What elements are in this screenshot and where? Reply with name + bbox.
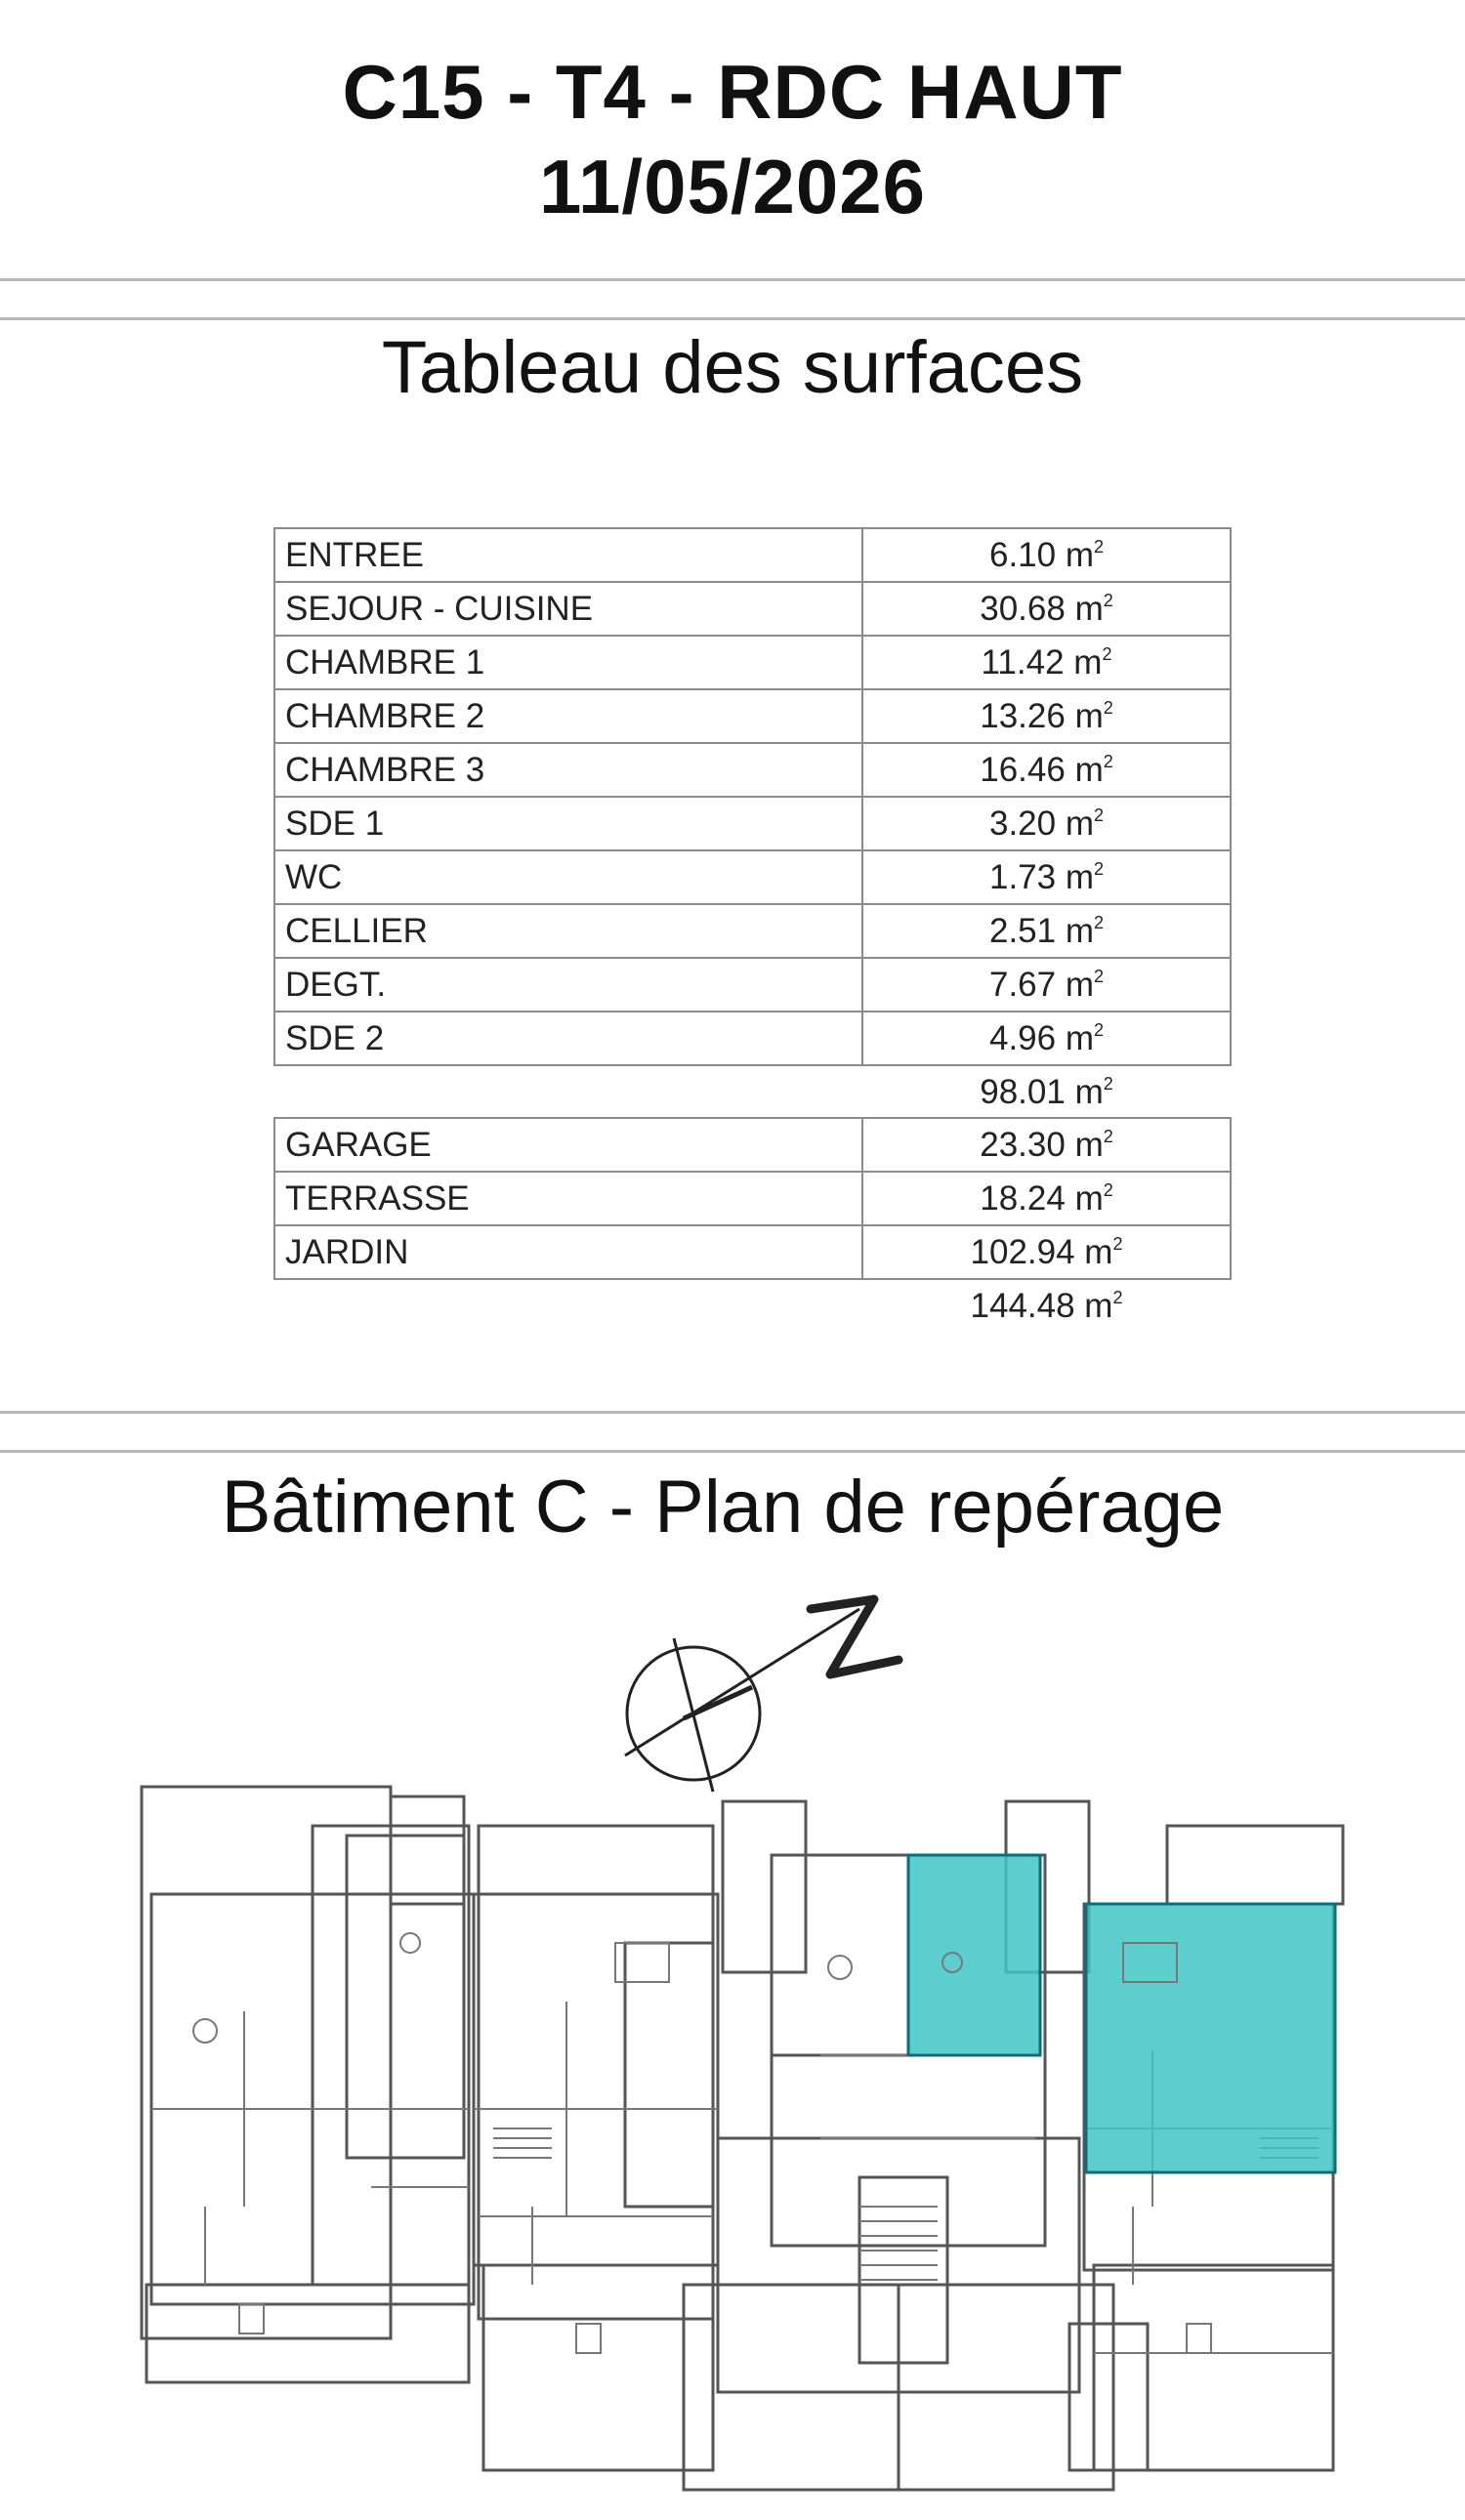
area-unit: m	[1056, 804, 1094, 843]
area-unit-exponent: 2	[1094, 912, 1105, 932]
room-area	[862, 850, 1231, 904]
total-spacer	[274, 1065, 862, 1118]
site-plan	[0, 1582, 1465, 2519]
table-row	[274, 958, 1231, 1012]
room-name: GARAGE	[274, 1118, 862, 1172]
rooms-table	[273, 527, 1232, 1118]
area-unit: m	[1064, 642, 1103, 682]
area-unit: m	[1065, 750, 1104, 789]
table-row	[274, 1012, 1231, 1065]
area-unit-exponent: 2	[1094, 858, 1105, 879]
room-area	[862, 528, 1231, 582]
area-value: 18.24	[980, 1178, 1066, 1218]
area-unit: m	[1074, 1232, 1113, 1271]
area-unit-exponent: 2	[1103, 1179, 1113, 1200]
area-unit-exponent: 2	[1094, 1019, 1105, 1040]
table-row	[274, 1118, 1231, 1172]
area-unit: m	[1074, 1286, 1113, 1325]
table-row	[274, 636, 1231, 689]
lot-title: C15 - T4 - RDC HAUT	[342, 49, 1123, 135]
area-unit-exponent: 2	[1094, 805, 1105, 825]
area-unit: m	[1065, 1072, 1104, 1111]
area-unit-exponent: 2	[1103, 590, 1113, 610]
table-row	[274, 797, 1231, 850]
area-unit-exponent: 2	[1112, 1287, 1123, 1307]
room-area	[862, 743, 1231, 797]
area-unit-exponent: 2	[1094, 966, 1105, 986]
area-value: 3.20	[988, 804, 1057, 843]
area-value: 30.68	[980, 589, 1066, 628]
divider	[0, 1450, 1465, 1453]
total-value: 144.48	[970, 1286, 1075, 1325]
area-unit-exponent: 2	[1102, 643, 1112, 664]
room-name: SDE 1	[274, 797, 862, 850]
area-unit-exponent: 2	[1103, 1073, 1113, 1094]
lot-date: 11/05/2026	[538, 144, 927, 229]
room-area	[862, 636, 1231, 689]
area-unit: m	[1065, 696, 1104, 735]
room-area	[862, 1225, 1231, 1279]
room-name: SDE 2	[274, 1012, 862, 1065]
area-unit-exponent: 2	[1103, 751, 1113, 771]
area-value: 6.10	[988, 535, 1057, 574]
room-name: CHAMBRE 2	[274, 689, 862, 743]
plan-heading: Bâtiment C - Plan de repérage	[221, 1466, 1225, 1549]
room-name: ENTREE	[274, 528, 862, 582]
total-row	[274, 1065, 1231, 1118]
total-row	[274, 1279, 1231, 1332]
room-name: DEGT.	[274, 958, 862, 1012]
highlighted-lot	[908, 1855, 1335, 2172]
area-unit-exponent: 2	[1103, 1126, 1113, 1146]
room-area	[862, 1012, 1231, 1065]
area-value: 7.67	[988, 965, 1057, 1004]
room-area	[862, 958, 1231, 1012]
area-unit-exponent: 2	[1112, 1233, 1123, 1254]
room-area	[862, 689, 1231, 743]
area-unit: m	[1056, 965, 1094, 1004]
compass-icon	[625, 1609, 859, 1792]
table-row	[274, 689, 1231, 743]
table-row	[274, 904, 1231, 958]
room-area	[862, 1118, 1231, 1172]
area-unit: m	[1056, 535, 1094, 574]
total-area	[862, 1279, 1231, 1332]
room-name: CHAMBRE 3	[274, 743, 862, 797]
area-value: 4.96	[988, 1018, 1057, 1057]
area-value: 16.46	[980, 750, 1066, 789]
area-unit: m	[1065, 1125, 1104, 1164]
total-value: 98.01	[980, 1072, 1066, 1111]
table-row	[274, 1225, 1231, 1279]
room-area	[862, 582, 1231, 636]
area-value: 1.73	[988, 857, 1057, 896]
table-row	[274, 743, 1231, 797]
surfaces-heading: Tableau des surfaces	[381, 326, 1084, 409]
total-area	[862, 1065, 1231, 1118]
room-area	[862, 904, 1231, 958]
room-name: SEJOUR - CUISINE	[274, 582, 862, 636]
area-unit: m	[1056, 911, 1094, 950]
room-name: JARDIN	[274, 1225, 862, 1279]
table-row	[274, 582, 1231, 636]
room-name: WC	[274, 850, 862, 904]
area-unit-exponent: 2	[1103, 697, 1113, 718]
room-area	[862, 1172, 1231, 1225]
area-value: 11.42	[981, 642, 1065, 682]
area-unit: m	[1065, 589, 1104, 628]
total-spacer	[274, 1279, 862, 1332]
divider	[0, 278, 1465, 281]
area-unit-exponent: 2	[1094, 536, 1105, 557]
area-unit: m	[1065, 1178, 1104, 1218]
area-unit: m	[1056, 1018, 1094, 1057]
area-value: 13.26	[980, 696, 1066, 735]
table-row	[274, 850, 1231, 904]
room-name: TERRASSE	[274, 1172, 862, 1225]
divider	[0, 1411, 1465, 1414]
room-name: CELLIER	[274, 904, 862, 958]
area-unit: m	[1056, 857, 1094, 896]
room-area	[862, 797, 1231, 850]
table-row	[274, 528, 1231, 582]
divider	[0, 317, 1465, 320]
table-row	[274, 1172, 1231, 1225]
annexes-table	[273, 1117, 1232, 1332]
area-value: 2.51	[988, 911, 1057, 950]
area-value: 102.94	[970, 1232, 1075, 1271]
room-name: CHAMBRE 1	[274, 636, 862, 689]
area-value: 23.30	[980, 1125, 1066, 1164]
